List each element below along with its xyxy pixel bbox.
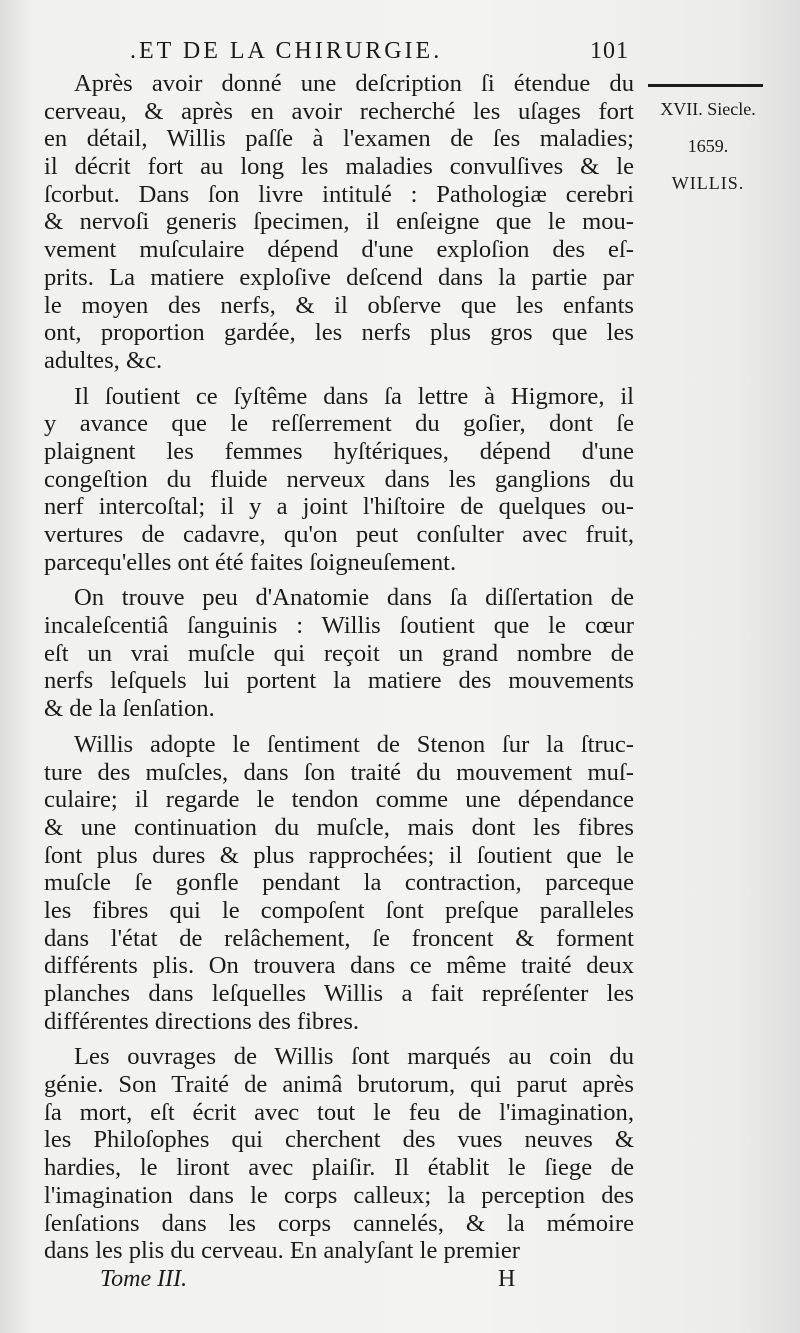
text-line: nerf intercoſtal; il y a joint l'hiſtoire de quelques ou- [44,493,634,521]
text-line: différents plis. On trouvera dans ce même traité deux [44,952,634,980]
text-line: ſa mort, eſt écrit avec tout le feu de l'imagination, [44,1098,634,1126]
text-line: génie. Son Traité de animâ brutorum, qui parut après [44,1071,634,1099]
text-line: en détail, Willis paſſe à l'examen de ſes maladies; [44,125,634,153]
text-line: adultes, &c. [44,346,163,374]
text-line: nerfs leſquels lui portent la matiere des mouvements [44,667,634,695]
paragraph [44,584,634,722]
margin-notes [638,84,778,208]
text-line: vertures de cadavre, qu'on peut conſulter avec fruit, [44,521,634,548]
text-line: Après avoir donné une deſcription ſi étendue du [74,70,634,97]
paragraph [44,70,634,375]
text-line: Les ouvrages de Willis ſont marqués au coin du [74,1043,634,1071]
text-line: & une continuation du muſcle, mais dont les fibres [44,813,634,841]
page-number: 101 [590,38,629,64]
running-header [130,38,650,65]
text-line: hardies, le liront avec plaiſir. Il établit le ſiege de [44,1154,634,1182]
text-line: dans l'état de relâchement, ſe froncent & forment [44,924,634,952]
text-line: plaignent les femmes hyſtériques, dépend d'une [44,437,634,465]
text-line: ſont plus dures & plus rapprochées; il ſoutient que le [44,841,634,869]
text-line: prits. La matiere exploſive deſcend dans la partie par [44,263,634,291]
text-line: le moyen des nerfs, & il obſerve que les enfants [44,291,634,319]
text-line: & de la ſenſation. [44,695,215,723]
text-line: congeſtion du fluide nerveux dans les ganglions du [44,465,634,493]
text-line: ont, proportion gardée, les nerfs plus gros que les [44,319,634,347]
text-line: planches dans leſquelles Willis a fait repréſenter les [44,980,634,1007]
text-line: culaire; il regarde le tendon comme une dépendance [44,786,634,814]
text-line: ſenſations dans les corps cannelés, & la mémoire [44,1209,634,1237]
text-line: les Philoſophes qui cherchent des vues neuves & [44,1126,634,1154]
text-line: Il ſoutient ce ſyſtême dans ſa lettre à Higmore, il [74,382,634,410]
paragraph [44,383,634,577]
text-line: & nervoſi generis ſpecimen, il enſeigne que le mou- [44,208,634,236]
margin-year: 1659. [687,136,729,156]
text-line: vement muſculaire dépend d'une exploſion des eſ- [44,236,634,264]
margin-century: XVII. Siecle. [660,99,756,119]
text-line: Willis adopte le ſentiment de Stenon ſur la ſtruc- [74,730,634,758]
paragraph [44,1043,634,1265]
signature-mark: H [498,1266,516,1292]
text-line: il décrit fort au long les maladies convulſives & le [44,153,634,181]
text-line: ture des muſcles, dans ſon traité du mouvement muſ- [44,758,634,786]
text-line: muſcle ſe gonfle pendant la contraction, parceque [44,869,634,897]
text-line: y avance que le reſſerrement du goſier, dont ſe [44,410,634,438]
text-line: cerveau, & après en avoir recherché les uſages fort [44,97,634,125]
text-line: ſcorbut. Dans ſon livre intitulé : Pathologiæ cerebri [44,180,634,208]
paragraph [44,731,634,1036]
text-line: incaleſcentiâ ſanguinis : Willis ſoutient que le cœur [44,612,634,640]
text-line: On trouve peu d'Anatomie dans ſa diſſertation de [74,584,634,612]
text-line: parcequ'elles ont été faites ſoigneuſement. [44,548,457,576]
text-line: les fibres qui le compoſent ſont preſque paralleles [44,896,634,924]
volume-label: Tome III. [100,1266,188,1292]
margin-name: WILLIS. [671,173,745,193]
running-title: .ET DE LA CHIRURGIE. [130,38,443,64]
margin-rule [648,84,763,87]
text-line: eſt un vrai muſcle qui reçoit un grand nombre de [44,639,634,667]
text-line: l'imagination dans le corps calleux; la perception des [44,1181,634,1209]
body-text [44,70,634,1265]
text-line: différentes directions des fibres. [44,1007,360,1035]
text-line: dans les plis du cerveau. En analyſant le premier [44,1237,520,1265]
